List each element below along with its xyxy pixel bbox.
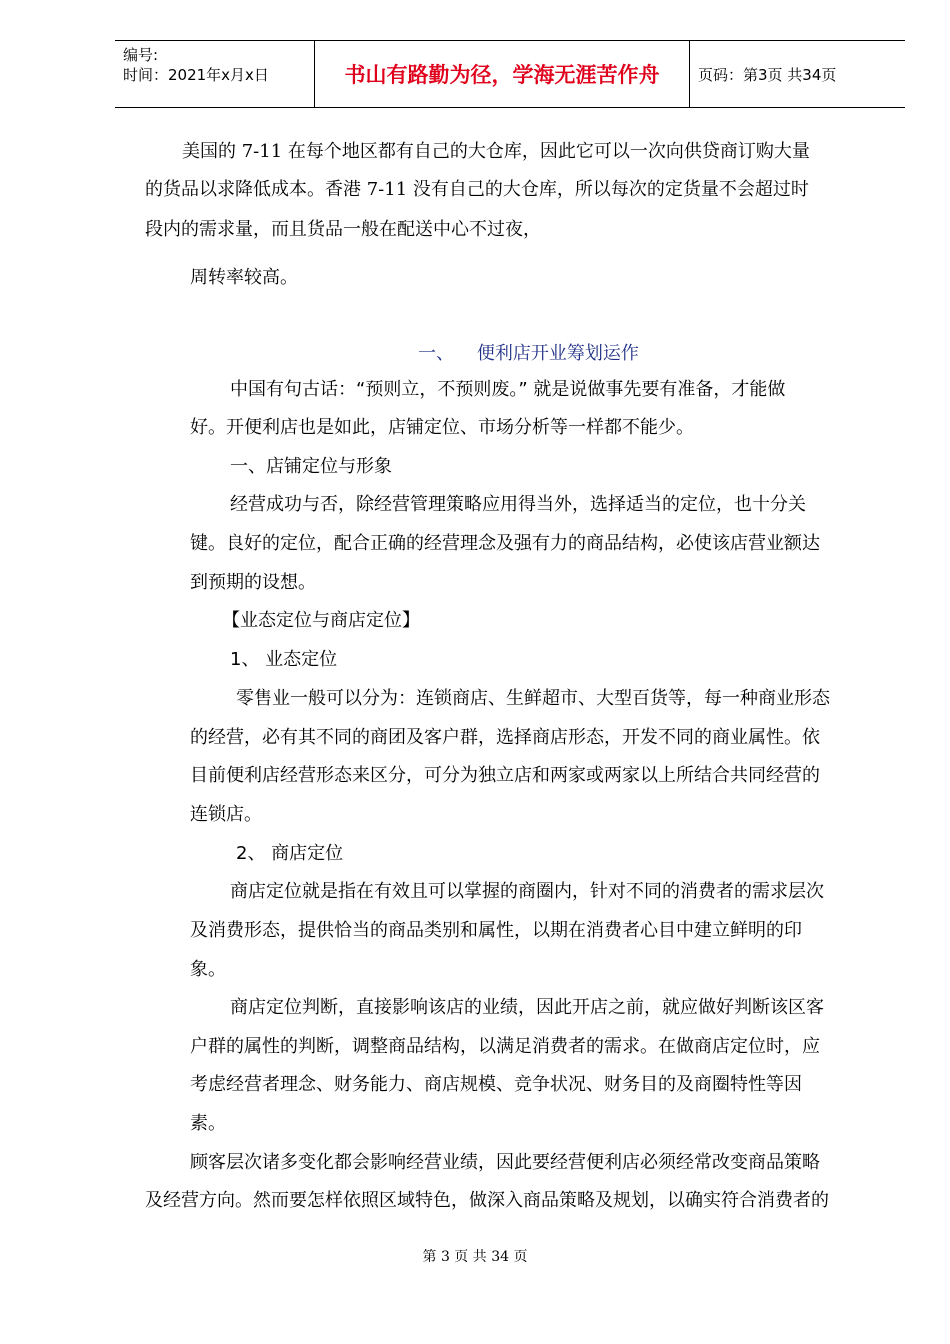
header-motto: 书山有路勤为径，学海无涯苦作舟	[315, 41, 690, 107]
paragraph-line: 周转率较高。	[190, 267, 298, 288]
paragraph-line: 户群的属性的判断，调整商品结构，以满足消费者的需求。在做商店定位时，应	[190, 1036, 820, 1057]
paragraph-line: 的经营，必有其不同的商团及客户群，选择商店形态，开发不同的商业属性。依	[190, 727, 820, 748]
header-page-info: 页码：第3页 共34页	[698, 65, 837, 84]
number-label: 编号:	[123, 46, 159, 64]
paragraph-line: 零售业一般可以分为：连锁商店、生鲜超市、大型百货等，每一种商业形态	[236, 688, 830, 709]
page-header	[115, 40, 905, 108]
paragraph-line: 象。	[190, 959, 226, 980]
paragraph-line: 经营成功与否，除经营管理策略应用得当外，选择适当的定位，也十分关	[230, 494, 806, 515]
subheading: 一、店铺定位与形象	[230, 456, 392, 477]
paragraph-line: 顾客层次诸多变化都会影响经营业绩，因此要经营便利店必须经常改变商品策略	[190, 1152, 820, 1173]
paragraph-line: 好。开便利店也是如此，店铺定位、市场分析等一样都不能少。	[190, 417, 694, 438]
time-label: 时间：2021年x月x日	[123, 66, 269, 84]
list-item: 2、 商店定位	[236, 843, 344, 864]
paragraph-line: 美国的 7-11 在每个地区都有自己的大仓库，因此它可以一次向供贷商订购大量	[182, 141, 810, 162]
list-item: 1、 业态定位	[230, 649, 338, 670]
page-footer: 第 3 页 共 34 页	[422, 1249, 528, 1265]
paragraph-line: 键。良好的定位，配合正确的经营理念及强有力的商品结构，必使该店营业额达	[190, 533, 820, 554]
paragraph-line: 素。	[190, 1113, 226, 1134]
bracket-heading: 【业态定位与商店定位】	[222, 610, 420, 631]
paragraph-line: 及消费形态，提供恰当的商品类别和属性，以期在消费者心目中建立鲜明的印	[190, 920, 802, 941]
paragraph-line: 到预期的设想。	[190, 572, 316, 593]
paragraph-line: 的货品以求降低成本。香港 7-11 没有自己的大仓库，所以每次的定货量不会超过时	[145, 179, 809, 200]
paragraph-line: 及经营方向。然而要怎样依照区域特色，做深入商品策略及规划，以确实符合消费者的	[145, 1190, 829, 1211]
header-meta	[115, 41, 315, 107]
section-heading: 一、 便利店开业筹划运作	[418, 343, 639, 364]
paragraph-line: 考虑经营者理念、财务能力、商店规模、竞争状况、财务目的及商圈特性等因	[190, 1074, 802, 1095]
paragraph-line: 段内的需求量，而且货品一般在配送中心不过夜，	[145, 219, 541, 240]
paragraph-line: 中国有句古话：“预则立，不预则废。” 就是说做事先要有准备，才能做	[230, 379, 786, 400]
paragraph-line: 目前便利店经营形态来区分，可分为独立店和两家或两家以上所结合共同经营的	[190, 765, 820, 786]
paragraph-line: 商店定位就是指在有效且可以掌握的商圈内，针对不同的消费者的需求层次	[230, 881, 824, 902]
paragraph-line: 连锁店。	[190, 804, 262, 825]
paragraph-line: 商店定位判断，直接影响该店的业绩，因此开店之前，就应做好判断该区客	[230, 997, 824, 1018]
